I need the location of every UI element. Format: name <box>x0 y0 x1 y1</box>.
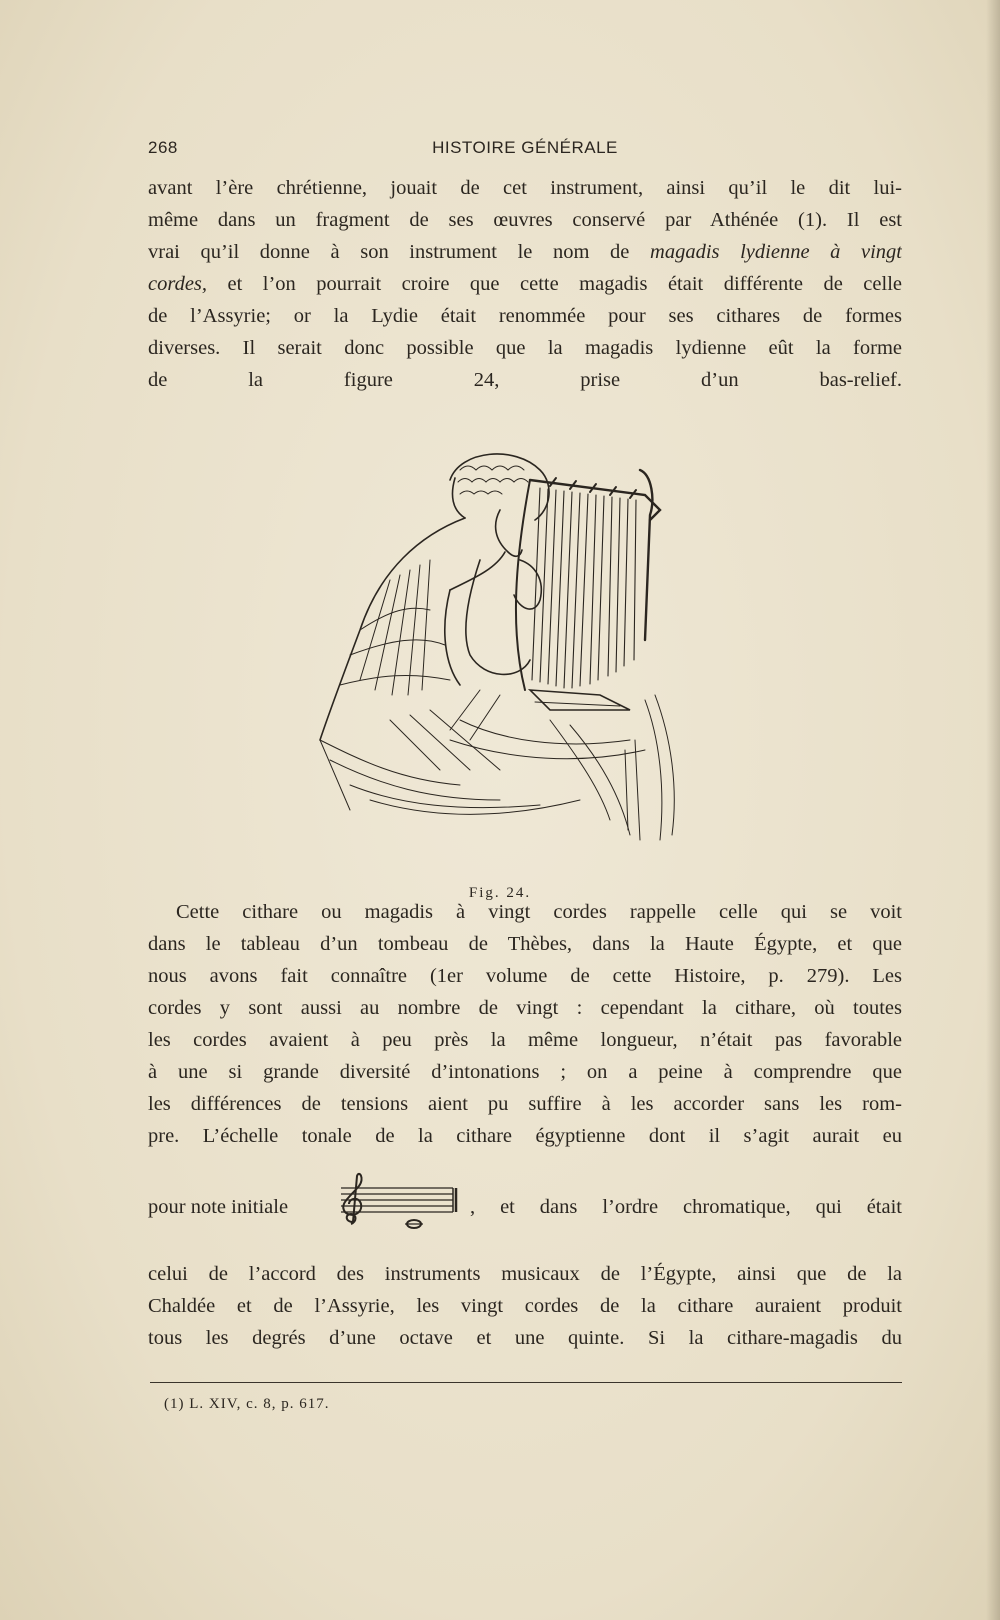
italic-term: cordes, <box>148 273 208 295</box>
text-line: tous les degrés d’une octave et une quinte. Si la cithare-magadis du <box>148 1327 902 1349</box>
text-line: diverses. Il serait donc possible que la magadis lydienne eût la forme <box>148 337 902 359</box>
text-span: vrai qu’il donne à son instrument le nom de <box>148 241 630 263</box>
text-line: les différences de tensions aient pu suffire à les accorder sans les rom- <box>148 1093 902 1115</box>
page-number: 268 <box>148 138 178 157</box>
paragraph-2 <box>148 896 902 1152</box>
text-line: nous avons fait connaître (1er volume de cette Histoire, p. 279). Les <box>148 965 902 987</box>
text-line: les cordes avaient à peu près la même longueur, n’était pas favorable <box>148 1029 902 1051</box>
text-line: avant l’ère chrétienne, jouait de cet instrument, ainsi qu’il le dit lui- <box>148 177 902 199</box>
text-line: même dans un fragment de ses œuvres conservé par Athénée (1). Il est <box>148 209 902 231</box>
figure-cithara-player <box>300 440 700 870</box>
text-line: pre. L’échelle tonale de la cithare égyptienne dont il s’agit aurait eu <box>148 1125 902 1147</box>
text-span: et l’on pourrait croire que cette magadis était différente de celle <box>207 273 902 295</box>
footnote: (1) L. XIV, c. 8, p. 617. <box>164 1396 330 1412</box>
text-line: à une si grande diversité d’intonations ; on a peine à comprendre que <box>148 1061 902 1083</box>
music-notation-line <box>148 1198 902 1262</box>
text-line: de la figure 24, prise d’un bas-relief. <box>148 369 902 391</box>
text-line <box>148 268 902 300</box>
figure-caption: Fig. 24. <box>468 885 532 901</box>
text-line: celui de l’accord des instruments musicaux de l’Égypte, ainsi que de la <box>148 1263 902 1285</box>
text-line: Chaldée et de l’Assyrie, les vingt cordes de la cithare auraient produit <box>148 1295 902 1317</box>
paragraph-3 <box>148 1258 902 1354</box>
treble-clef-staff-icon <box>331 1172 461 1234</box>
paragraph-1 <box>148 172 902 396</box>
running-header <box>148 138 902 162</box>
italic-term: magadis lydienne à vingt <box>650 241 902 263</box>
page-edge-shadow <box>986 0 1000 1620</box>
text-line: Cette cithare ou magadis à vingt cordes rappelle celle qui se voit <box>176 901 902 923</box>
text-span: pour note initiale <box>148 1196 289 1218</box>
running-title: HISTOIRE GÉNÉRALE <box>432 138 618 157</box>
text-line: cordes y sont aussi au nombre de vingt : cependant la cithare, où toutes <box>148 997 902 1019</box>
text-line: dans le tableau d’un tombeau de Thèbes, dans la Haute Égypte, et que <box>148 933 902 955</box>
footnote-rule <box>150 1382 902 1383</box>
text-span: , et dans l’ordre chromatique, qui était <box>470 1196 902 1218</box>
text-line <box>148 236 902 268</box>
text-line: de l’Assyrie; or la Lydie était renommée pour ses cithares de formes <box>148 305 902 327</box>
